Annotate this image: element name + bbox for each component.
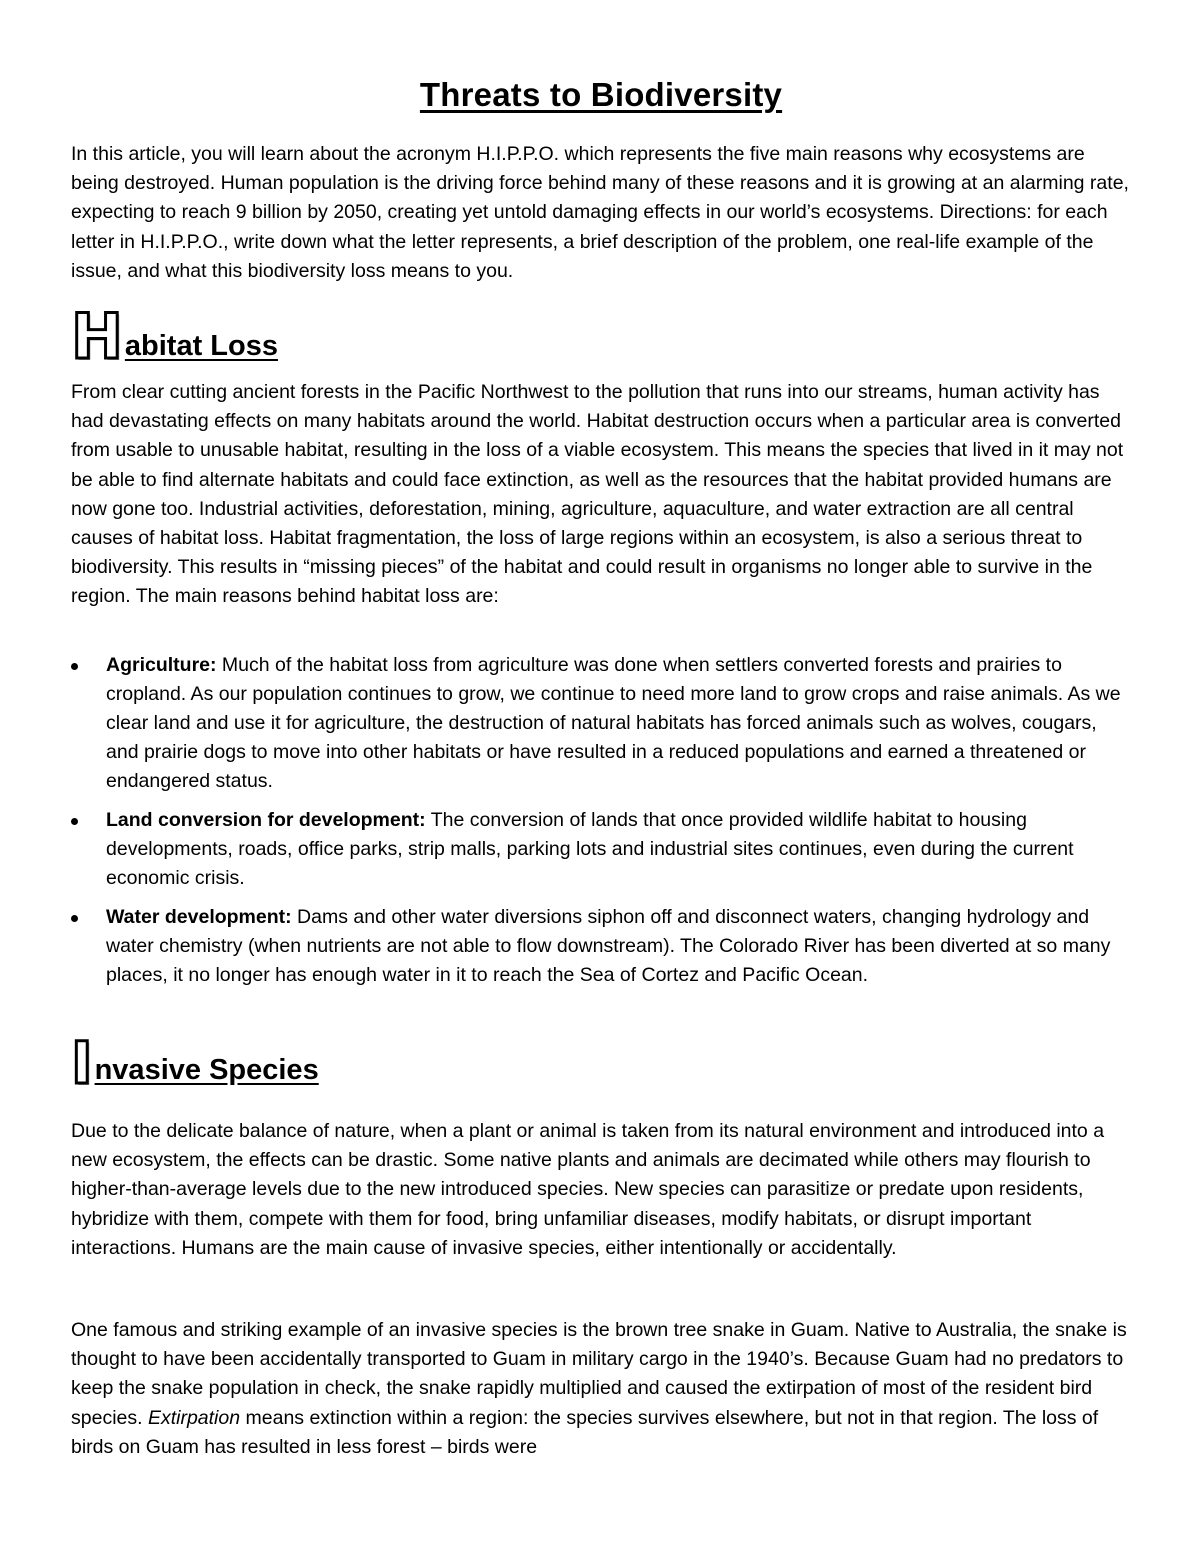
list-item — [71, 651, 1131, 796]
habitat-loss-reasons-list — [71, 651, 1131, 1000]
habitat-loss-heading — [71, 300, 278, 373]
bullet-text: The conversion of lands that once provided wildlife habitat to housing developments, roads, office parks, strip malls, parking lots and industrial sites continues, even during the current economic crisis. — [106, 809, 1074, 889]
bullet-text: Dams and other water diversions siphon off and disconnect waters, changing hydrology and water chemistry (when nutrients are not able to flow downstream). The Colorado River has been diverted at so many places, it no longer has enough water in it to reach the Sea of Cortez and Pacific Ocean. — [106, 906, 1111, 986]
bullet-term: Land conversion for development: — [106, 809, 426, 831]
list-item — [71, 806, 1131, 893]
invasive-species-dropcap: I — [71, 1029, 93, 1097]
habitat-loss-paragraph: From clear cutting ancient forests in the Pacific Northwest to the pollution that runs into our streams, human activity has had devastating effects on many habitats around the world. Habitat destruction occurs when a particular area is converted from usable to unusable habitat, resulting in the loss of a viable ecosystem. This means the species that lived in it may not be able to find alternate habitats and could face extinction, as well as the resources that the habitat provided humans are now gone too. Industrial activities, deforestation, mining, agriculture, aquaculture, and water extraction are all central causes of habitat loss. Habitat fragmentation, the loss of large regions within an ecosystem, is also a serious threat to biodiversity. This results in “missing pieces” of the habitat and could result in organisms no longer able to survive in the region. The main reasons behind habitat loss are: — [71, 381, 1124, 608]
bullet-term: Agriculture: — [106, 654, 217, 676]
habitat-loss-dropcap: H — [71, 300, 123, 373]
habitat-loss-heading-text: abitat Loss — [124, 330, 278, 362]
invasive-species-heading — [71, 1029, 319, 1097]
bullet-text: Much of the habitat loss from agriculture was done when settlers converted forests and prairies to cropland. As our population continues to grow, we continue to need more land to grow crops and raise animals. As we clear land and use it for agriculture, the destruction of natural habitats has forced animals such as wolves, cougars, and prairie dogs to move into other habitats or have resulted in a reduced populations and earned a threatened or endangered status. — [106, 654, 1121, 792]
paragraph-text: means extinction within a region: the species survives elsewhere, but not in that region. The loss of birds on Guam has resulted in less forest – birds were — [71, 1406, 1099, 1458]
invasive-species-heading-text: nvasive Species — [94, 1054, 319, 1086]
bullet-icon — [71, 915, 78, 922]
bullet-icon — [71, 818, 78, 825]
bullet-term: Water development: — [106, 906, 292, 928]
intro-paragraph: In this article, you will learn about the acronym H.I.P.P.O. which represents the five main reasons why ecosystems are being destroyed. Human population is the driving force behind many of these reasons and it is growing at an alarming rate, expecting to reach 9 billion by 2050, creating yet untold damaging effects in our world’s ecosystems. Directions: for each letter in H.I.P.P.O., write down what the letter represents, a brief description of the problem, one real-life example of the issue, and what this biodiversity loss means to you. — [71, 143, 1129, 282]
invasive-species-paragraph-1: Due to the delicate balance of nature, when a plant or animal is taken from its natural environment and introduced into a new ecosystem, the effects can be drastic. Some native plants and animals are decimated while others may flourish to higher-than-average levels due to the new introduced species. New species can parasitize or predate upon residents, hybridize with them, compete with them for food, bring unfamiliar diseases, modify habitats, or disrupt important interactions. Humans are the main cause of invasive species, either intentionally or accidentally. — [71, 1120, 1105, 1259]
list-item — [71, 903, 1131, 990]
page-title: Threats to Biodiversity — [419, 76, 783, 113]
extirpation-term: Extirpation — [147, 1406, 241, 1429]
invasive-species-paragraph-2 — [71, 1316, 1131, 1462]
paragraph-text: One famous and striking example of an invasive species is the brown tree snake in Guam. Native to Australia, the snake is thought to have been accidentally transported to Guam in military cargo in the 1940’s. Because Guam had no predators to keep the snake population in check, the snake rapidly multiplied and caused the extirpation of most of the resident bird species. — [71, 1319, 1127, 1429]
bullet-icon — [71, 663, 78, 670]
